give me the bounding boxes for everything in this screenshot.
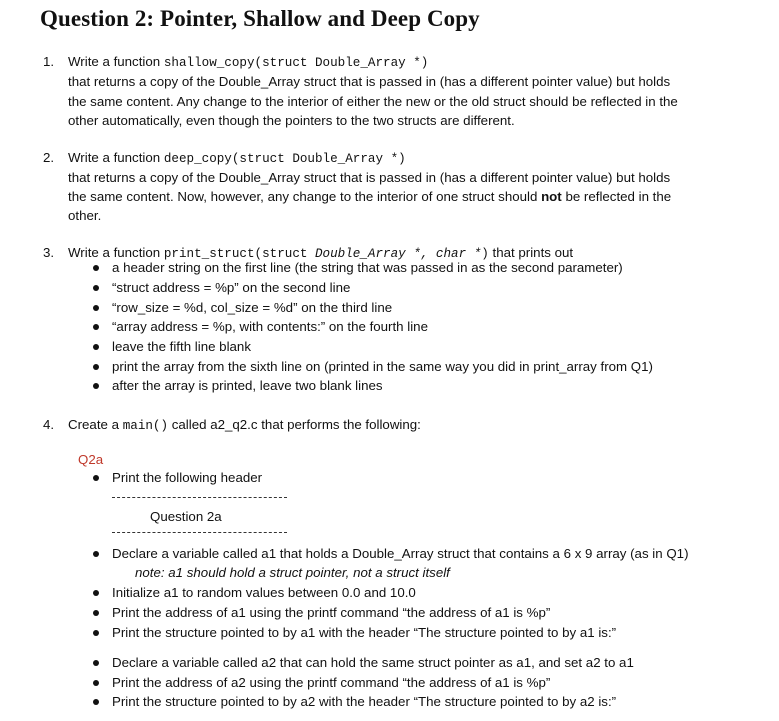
q2-line2-pre: the same content. Now, however, any change to the interior of one struct should: [68, 189, 542, 204]
q4-number: 4.: [43, 417, 55, 432]
q4-code: main(): [122, 419, 169, 433]
q2-intro: Write a function: [68, 150, 164, 165]
q2a-header-bullet: Print the following header: [112, 470, 263, 485]
q2-code: deep_copy(struct Double_Array *): [163, 152, 406, 166]
q3-code-type: Double_Array *, char *: [315, 247, 482, 261]
q3-bullet: print the array from the sixth line on (printed in the same way you did in print_array from Q1): [112, 359, 653, 374]
bullet-icon: [93, 383, 99, 389]
q4-outro: that performs the following:: [257, 417, 421, 432]
bullet-icon: [93, 551, 99, 557]
q2a-bullet: Print the structure pointed to by a1 with the header “The structure pointed to by a1 is:”: [112, 625, 617, 640]
bullet-icon: [93, 265, 99, 271]
q3-outro: that prints out: [488, 245, 574, 260]
q3-bullet: leave the fifth line blank: [112, 339, 251, 354]
q3-bullet: a header string on the first line (the string that was passed in as the second parameter): [112, 260, 623, 275]
bullet-icon: [93, 680, 99, 686]
bullet-icon: [93, 364, 99, 370]
q1-code: shallow_copy(struct Double_Array *): [163, 56, 429, 70]
q1-line: other automatically, even though the pointers to the two structs are different.: [68, 113, 515, 128]
q2-line2-bold: not: [541, 189, 562, 204]
bullet-icon: [93, 660, 99, 666]
header-divider-top: [112, 497, 287, 498]
q1-first-line: [68, 52, 428, 73]
q1-line: the same content. Any change to the interior of either the new or the old struct should be reflected in the: [68, 94, 678, 109]
q2-line2-post: be reflected in the: [561, 189, 672, 204]
q3-bullet: after the array is printed, leave two blank lines: [112, 378, 383, 393]
q2a-label: Q2a: [78, 452, 104, 467]
q3-bullet: “row_size = %d, col_size = %d” on the third line: [112, 300, 393, 315]
q2a-bullet: Print the structure pointed to by a2 with the header “The structure pointed to by a2 is:”: [112, 694, 617, 709]
q4-file: a2_q2.c: [210, 417, 258, 432]
q2a-bullet: Print the address of a1 using the printf command “the address of a1 is %p”: [112, 605, 551, 620]
bullet-icon: [93, 610, 99, 616]
page-title: Question 2: Pointer, Shallow and Deep Copy: [40, 6, 480, 31]
q3-code-fn: print_struct(struct: [163, 247, 315, 261]
q2-line: [68, 187, 671, 206]
q2a-header-text: Question 2a: [150, 509, 222, 524]
q3-bullet: “struct address = %p” on the second line: [112, 280, 351, 295]
q2a-bullet: Print the address of a2 using the printf command “the address of a1 is %p”: [112, 675, 551, 690]
q4-mid: called: [168, 417, 211, 432]
q2a-bullet: Declare a variable called a1 that holds a Double_Array struct that contains a 6 x 9 array (as in Q1): [112, 546, 689, 561]
q1-intro: Write a function: [68, 54, 164, 69]
q4-intro: Create a: [68, 417, 123, 432]
q2a-note: note: a1 should hold a struct pointer, not a struct itself: [135, 565, 450, 580]
q2a-bullet: Declare a variable called a2 that can hold the same struct pointer as a1, and set a2 to a1: [112, 655, 634, 670]
q3-bullet: “array address = %p, with contents:” on the fourth line: [112, 319, 428, 334]
q3-intro: Write a function: [68, 245, 164, 260]
q4-first-line: [68, 415, 421, 436]
q1-number: 1.: [43, 54, 55, 69]
q2-first-line: [68, 148, 406, 169]
header-divider-bottom: [112, 532, 287, 533]
bullet-icon: [93, 285, 99, 291]
bullet-icon: [93, 630, 99, 636]
bullet-icon: [93, 344, 99, 350]
q1-line: that returns a copy of the Double_Array struct that is passed in (has a different pointer value) but holds: [68, 74, 671, 89]
bullet-icon: [93, 590, 99, 596]
q2-line: that returns a copy of the Double_Array struct that is passed in (has a different pointer value) but holds: [68, 170, 671, 185]
q2-line: other.: [68, 208, 102, 223]
bullet-icon: [93, 324, 99, 330]
bullet-icon: [93, 475, 99, 481]
q3-code-end: ): [481, 247, 489, 261]
q3-number: 3.: [43, 245, 55, 260]
q2-number: 2.: [43, 150, 55, 165]
bullet-icon: [93, 699, 99, 705]
bullet-icon: [93, 305, 99, 311]
q2a-bullet: Initialize a1 to random values between 0.0 and 10.0: [112, 585, 416, 600]
